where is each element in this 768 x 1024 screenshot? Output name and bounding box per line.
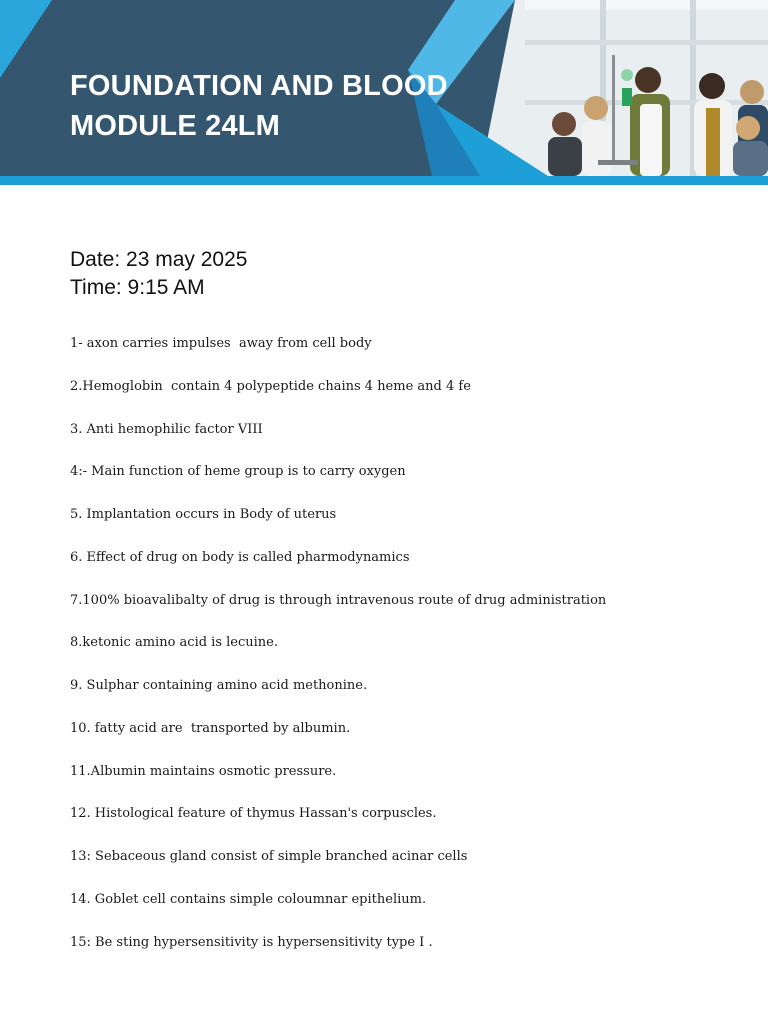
list-item: 9. Sulphar containing amino acid methonine. [70,678,368,693]
exam-meta [70,246,247,302]
list-item: 1- axon carries impulses away from cell body [70,336,372,351]
list-item: 7.100% bioavalibalty of drug is through intravenous route of drug administration [70,592,607,608]
list-item: 5. Implantation occurs in Body of uterus [70,507,337,522]
exam-date: Date: 23 may 2025 [70,248,248,271]
module-title [70,66,448,146]
list-item: 15: Be sting hypersensitivity is hypersensitivity type I . [70,934,433,950]
header-banner [0,0,768,185]
list-item: 4:- Main function of heme group is to carry oxygen [70,464,406,480]
list-item: 14. Goblet cell contains simple coloumnar epithelium. [70,891,427,907]
list-item: 2.Hemoglobin contain 4 polypeptide chains 4 heme and 4 fe [70,378,471,394]
list-item: 12. Histological feature of thymus Hassan's corpuscles. [70,806,437,822]
list-item: 10. fatty acid are transported by albumin. [70,720,351,736]
notes-list [70,333,606,974]
banner-bottom-bar [0,176,768,185]
list-item: 3. Anti hemophilic factor VIII [70,421,263,437]
exam-time: Time: 9:15 AM [70,276,205,299]
list-item: 8.ketonic amino acid is lecuine. [70,635,278,651]
lab-photo [480,0,768,176]
list-item: 13: Sebaceous gland consist of simple branched acinar cells [70,849,468,864]
list-item: 6. Effect of drug on body is called pharmodynamics [70,549,410,565]
module-title-line-1: FOUNDATION AND BLOOD [70,70,448,102]
module-title-line-2: MODULE 24LM [70,110,281,142]
list-item: 11.Albumin maintains osmotic pressure. [70,763,337,779]
